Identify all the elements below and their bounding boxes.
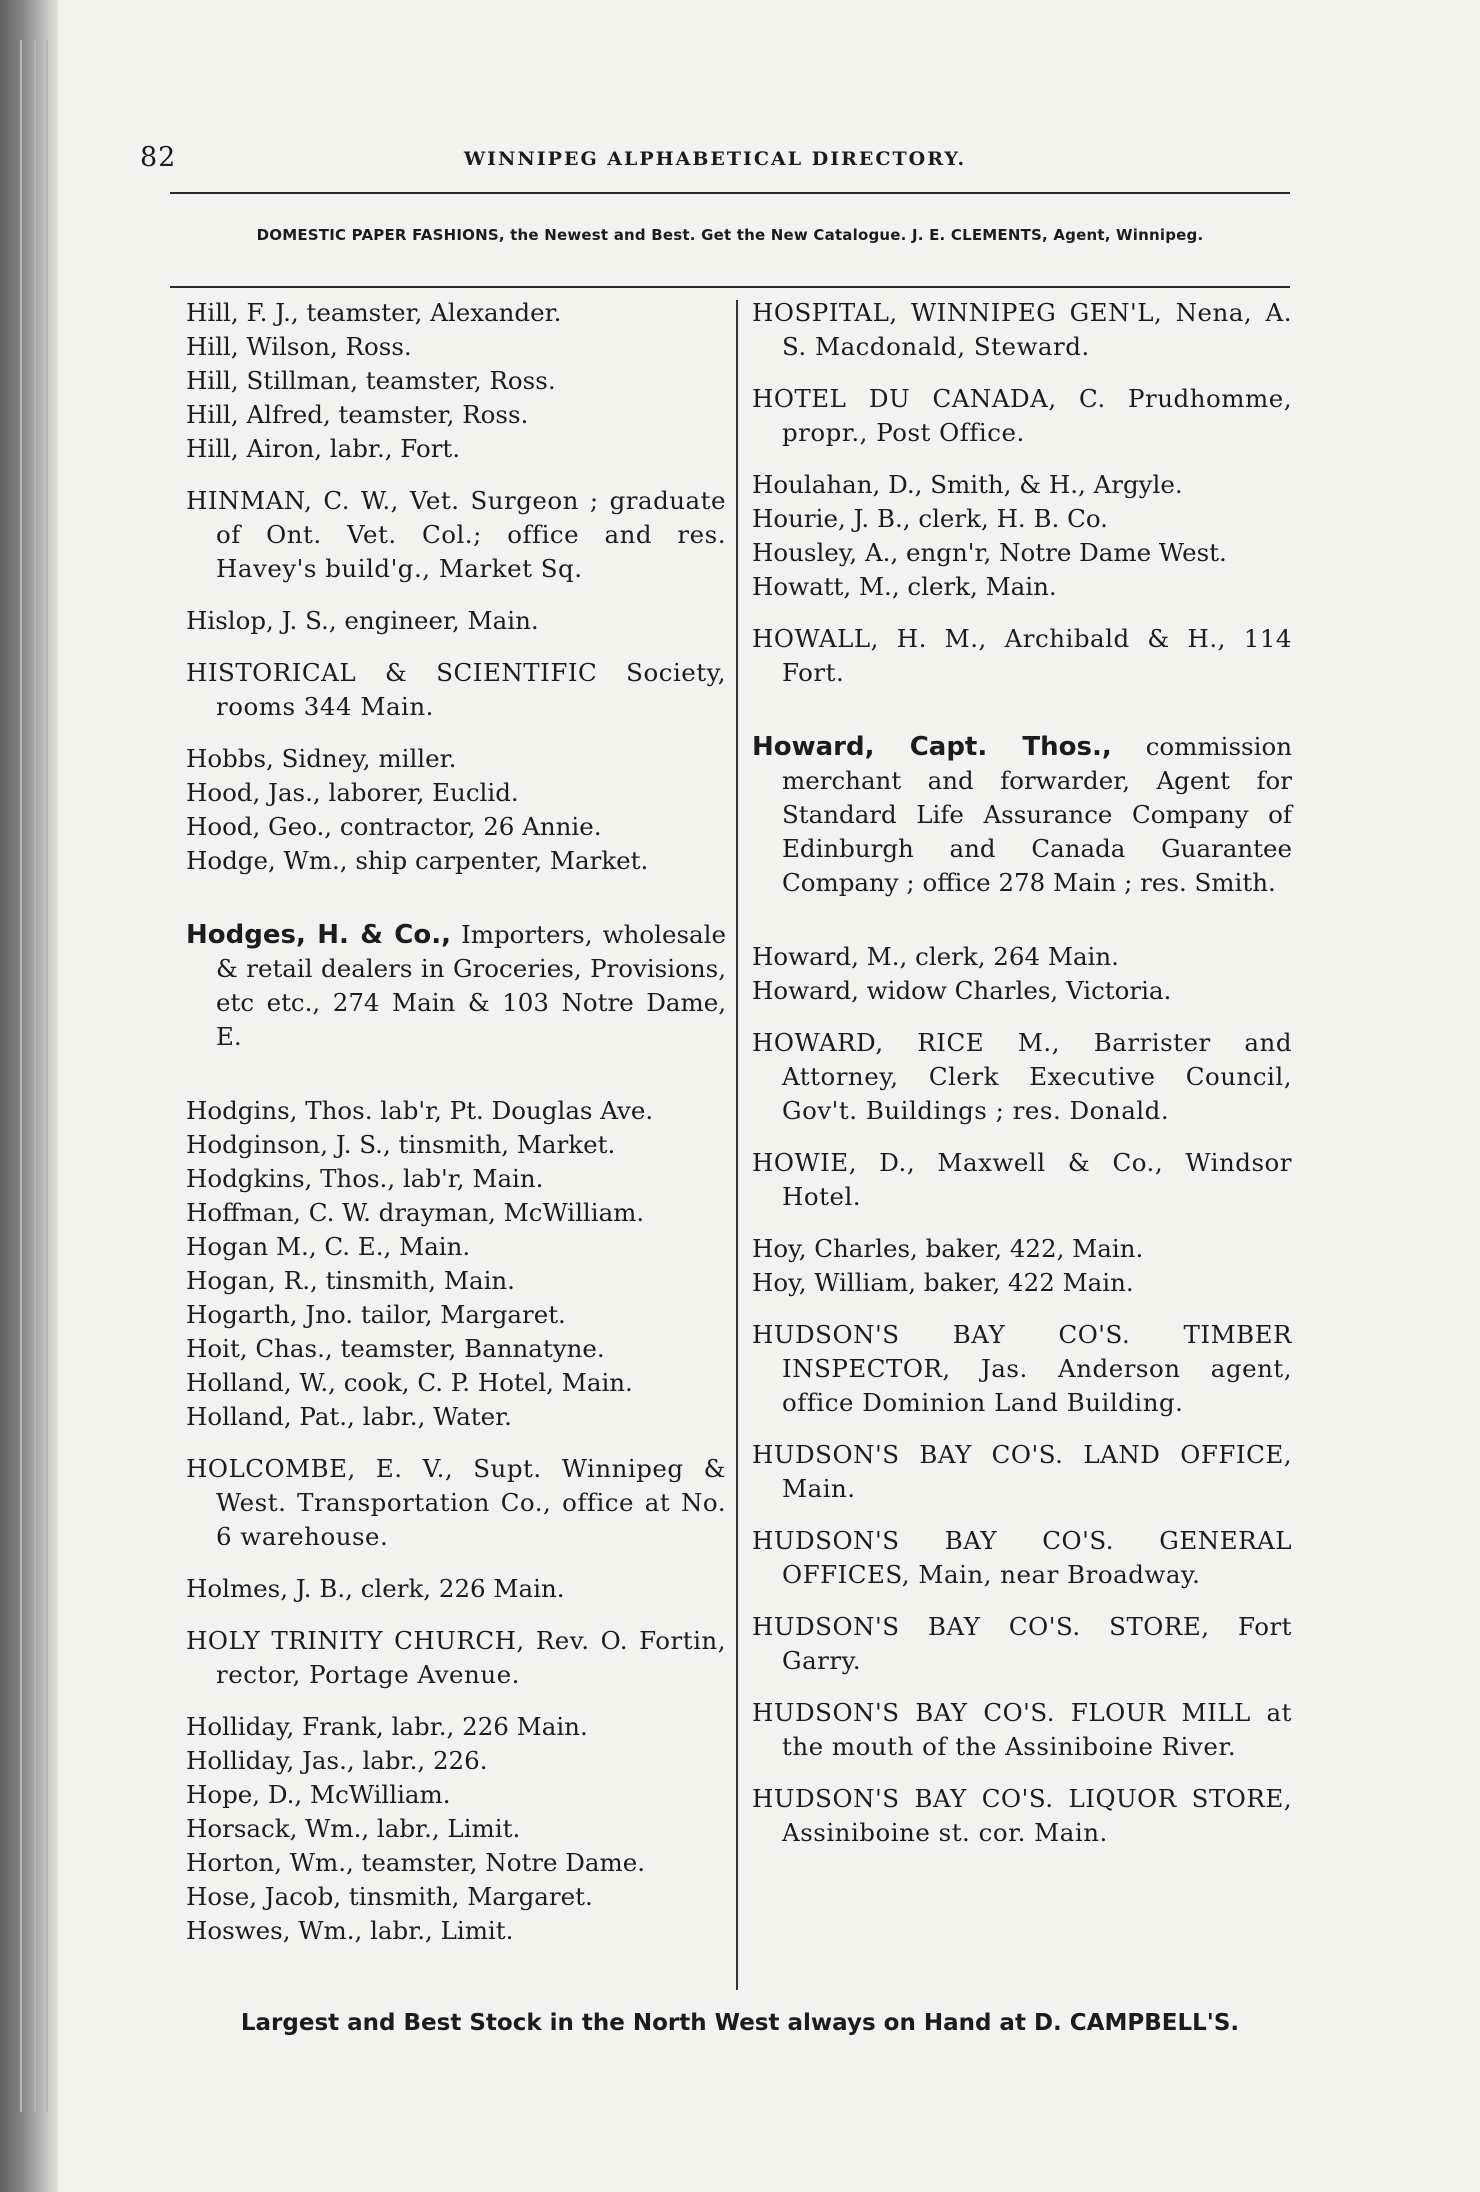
directory-entry: Hobbs, Sidney, miller. — [186, 744, 457, 773]
directory-entry: HOWALL, H. M., Archibald & H., 114 Fort. — [752, 624, 1292, 687]
directory-entry: Horton, Wm., teamster, Notre Dame. — [186, 1848, 646, 1877]
directory-entry: Hogan, R., tinsmith, Main. — [186, 1266, 515, 1295]
header-rule — [170, 286, 1290, 288]
directory-entry: Holmes, J. B., clerk, 226 Main. — [186, 1574, 565, 1603]
directory-entry: Hislop, J. S., engineer, Main. — [186, 606, 539, 635]
directory-entry: Hogarth, Jno. tailor, Margaret. — [186, 1300, 566, 1329]
directory-entry: HISTORICAL & SCIENTIFIC Society, rooms 344 Main. — [186, 658, 726, 721]
directory-entry: Horsack, Wm., labr., Limit. — [186, 1814, 521, 1843]
directory-entry: HUDSON'S BAY CO'S. GENERAL OFFICES, Main, near Broadway. — [752, 1526, 1292, 1589]
directory-entry: HUDSON'S BAY CO'S. LIQUOR STORE, Assiniboine st. cor. Main. — [752, 1784, 1292, 1847]
directory-entry: HOWARD, RICE M., Barrister and Attorney, Clerk Executive Council, Gov't. Buildings ; res. Donald. — [752, 1028, 1292, 1125]
directory-entry: Holliday, Frank, labr., 226 Main. — [186, 1712, 588, 1741]
directory-entry: Hoy, William, baker, 422 Main. — [752, 1268, 1134, 1297]
directory-entry: HINMAN, C. W., Vet. Surgeon ; graduate of Ont. Vet. Col.; office and res. Havey's build'g., Market Sq. — [186, 486, 726, 583]
directory-entry: HUDSON'S BAY CO'S. STORE, Fort Garry. — [752, 1612, 1292, 1675]
directory-entry: Hood, Jas., laborer, Euclid. — [186, 778, 519, 807]
page-number: 82 — [140, 142, 177, 173]
directory-entry: Hill, Airon, labr., Fort. — [186, 434, 461, 463]
top-advertisement: DOMESTIC PAPER FASHIONS, the Newest and Best. Get the New Catalogue. J. E. CLEMENTS, Agent, Winnipeg. — [256, 226, 1204, 244]
directory-entry: Hourie, J. B., clerk, H. B. Co. — [752, 504, 1108, 533]
directory-entry: Hodginson, J. S., tinsmith, Market. — [186, 1130, 616, 1159]
directory-entry: Howard, widow Charles, Victoria. — [752, 976, 1172, 1005]
directory-entry: HOLCOMBE, E. V., Supt. Winnipeg & West. Transportation Co., office at No. 6 warehouse. — [186, 1454, 726, 1551]
directory-entry: Hoswes, Wm., labr., Limit. — [186, 1916, 514, 1945]
directory-entry: HOTEL DU CANADA, C. Prudhomme, propr., Post Office. — [752, 384, 1292, 447]
page-title: WINNIPEG ALPHABETICAL DIRECTORY. — [463, 148, 967, 170]
directory-entry: Hodge, Wm., ship carpenter, Market. — [186, 846, 649, 875]
directory-entry: Hill, Wilson, Ross. — [186, 332, 412, 361]
directory-entry: HOWIE, D., Maxwell & Co., Windsor Hotel. — [752, 1148, 1292, 1211]
directory-entry: Hood, Geo., contractor, 26 Annie. — [186, 812, 602, 841]
left-column — [186, 296, 726, 1948]
page-edge-line — [46, 40, 48, 2112]
directory-entry: Hodgkins, Thos., lab'r, Main. — [186, 1164, 544, 1193]
directory-entry: HUDSON'S BAY CO'S. LAND OFFICE, Main. — [752, 1440, 1292, 1503]
bottom-advertisement: Largest and Best Stock in the North West always on Hand at D. CAMPBELL'S. — [240, 2010, 1240, 2036]
book-page-edges — [0, 0, 60, 2192]
directory-entry: Hoy, Charles, baker, 422, Main. — [752, 1234, 1144, 1263]
directory-entry: Hill, Stillman, teamster, Ross. — [186, 366, 556, 395]
directory-entry: Hill, F. J., teamster, Alexander. — [186, 298, 562, 327]
header-rule — [170, 192, 1290, 194]
directory-entry: HOSPITAL, WINNIPEG GEN'L, Nena, A. S. Macdonald, Steward. — [752, 298, 1292, 361]
running-head — [140, 142, 1290, 182]
directory-entry: Hogan M., C. E., Main. — [186, 1232, 471, 1261]
directory-entry: Holliday, Jas., labr., 226. — [186, 1746, 488, 1775]
directory-entry-featured: Howard, Capt. Thos., commission merchant and forwarder, Agent for Standard Life Assurance Company of Edinburgh and Canada Guarantee Company ; office 278 Main ; res. Smith. — [752, 732, 1292, 897]
directory-entry: Hodgins, Thos. lab'r, Pt. Douglas Ave. — [186, 1096, 654, 1125]
directory-entry: Hill, Alfred, teamster, Ross. — [186, 400, 529, 429]
directory-entry-featured: Hodges, H. & Co., Importers, wholesale & retail dealers in Groceries, Provisions, etc etc., 274 Main & 103 Notre Dame, E. — [186, 920, 726, 1051]
directory-entry: Howard, M., clerk, 264 Main. — [752, 942, 1119, 971]
right-column — [752, 296, 1292, 1850]
directory-entry: Holland, Pat., labr., Water. — [186, 1402, 512, 1431]
directory-entry: HUDSON'S BAY CO'S. TIMBER INSPECTOR, Jas. Anderson agent, office Dominion Land Building. — [752, 1320, 1292, 1417]
directory-entry: Hope, D., McWilliam. — [186, 1780, 451, 1809]
directory-entry: HOLY TRINITY CHURCH, Rev. O. Fortin, rector, Portage Avenue. — [186, 1626, 726, 1689]
directory-entry: Hose, Jacob, tinsmith, Margaret. — [186, 1882, 593, 1911]
directory-entry: Houlahan, D., Smith, & H., Argyle. — [752, 470, 1183, 499]
column-divider — [736, 300, 738, 1990]
directory-entry: Hoit, Chas., teamster, Bannatyne. — [186, 1334, 605, 1363]
directory-entry: Holland, W., cook, C. P. Hotel, Main. — [186, 1368, 633, 1397]
directory-entry: Hoffman, C. W. drayman, McWilliam. — [186, 1198, 645, 1227]
directory-entry: HUDSON'S BAY CO'S. FLOUR MILL at the mouth of the Assiniboine River. — [752, 1698, 1292, 1761]
directory-entry: Howatt, M., clerk, Main. — [752, 572, 1057, 601]
directory-entry: Housley, A., engn'r, Notre Dame West. — [752, 538, 1227, 567]
page-edge-line — [34, 40, 36, 2112]
page-edge-line — [20, 40, 22, 2112]
